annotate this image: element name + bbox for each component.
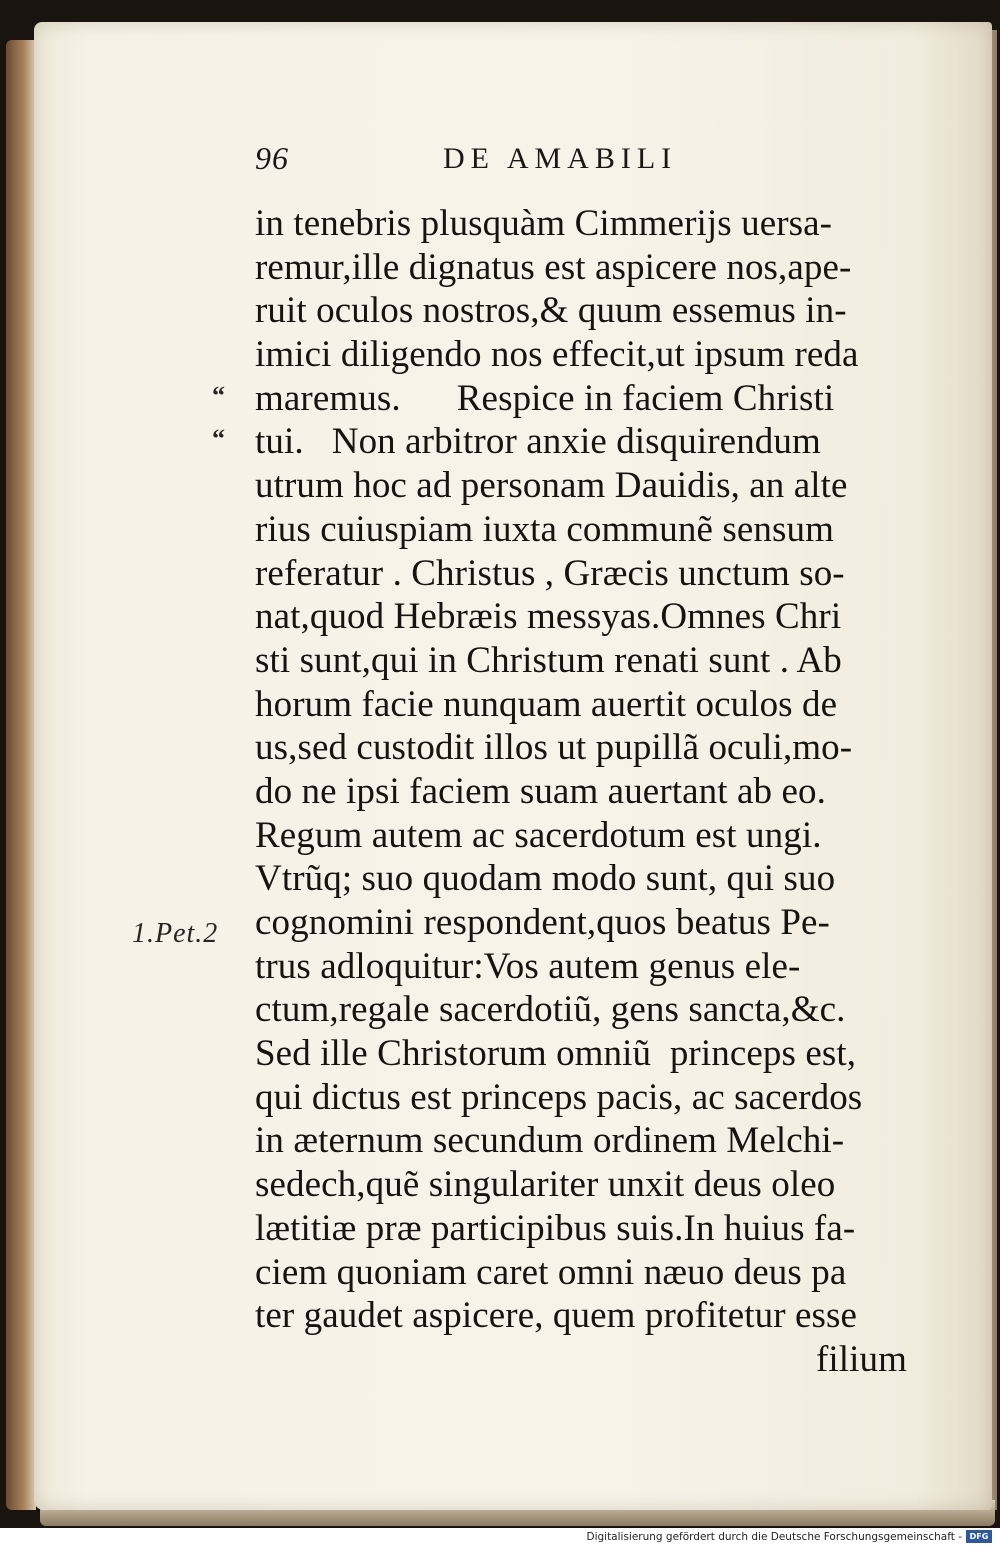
text-line: sedech,quẽ singulariter unxit deus oleo xyxy=(255,1164,836,1206)
text-line: sti sunt,qui in Christum renati sunt . Ab xyxy=(255,639,842,681)
text-line: horum facie nunquam auertit oculos de xyxy=(255,683,838,725)
text-line: us,sed custodit illos ut pupillã oculi,mo- xyxy=(255,727,853,769)
text-line: ciem quoniam caret omni næuo deus pa xyxy=(255,1251,847,1293)
running-title: DE AMABILI xyxy=(443,142,678,175)
text-line: ter gaudet aspicere, quem profitetur esse xyxy=(255,1295,858,1337)
text-line: maremus. Respice in faciem Christi xyxy=(255,377,835,419)
body-text xyxy=(255,202,915,1382)
text-line: trus adloquitur:Vos autem genus ele- xyxy=(255,945,801,987)
margin-quote-mark: “ xyxy=(212,381,225,410)
catchword: filium xyxy=(815,1338,907,1380)
margin-quote-mark: “ xyxy=(212,424,225,453)
book-spine-edge xyxy=(6,40,36,1510)
text-line: nat,quod Hebræis messyas.Omnes Chri xyxy=(255,596,842,638)
text-line: ctum,regale sacerdotiũ, gens sancta,&c. xyxy=(255,989,846,1031)
text-line: cognomini respondent,quos beatus Pe- xyxy=(255,902,830,943)
text-line: tui. Non arbitror anxie disquirendum xyxy=(255,421,821,463)
text-line: imici diligendo nos effecit,ut ipsum reda xyxy=(255,334,859,376)
text-line: Sed ille Christorum omniũ princeps est, xyxy=(255,1033,857,1075)
footer-credit: Digitalisierung gefördert durch die Deutsche Forschungsgemeinschaft - xyxy=(586,1531,962,1543)
text-line: lætitiæ præ participibus suis.In huius fa- xyxy=(255,1207,856,1249)
text-line: qui dictus est princeps pacis, ac sacerdos xyxy=(255,1076,863,1118)
text-line: remur,ille dignatus est aspicere nos,ape- xyxy=(255,246,852,288)
text-line: do ne ipsi faciem suam auertant ab eo. xyxy=(255,770,826,812)
text-line: in æternum secundum ordinem Melchi- xyxy=(255,1120,845,1162)
margin-reference-note: 1.Pet.2 xyxy=(132,918,219,949)
text-line: ruit oculos nostros,& quum essemus in- xyxy=(255,290,847,332)
text-line: Regum autem ac sacerdotum est ungi. xyxy=(255,814,822,856)
text-line: Vtrũq; suo quodam modo sunt, qui suo xyxy=(255,858,836,900)
text-line: in tenebris plusquàm Cimmerijs uersa- xyxy=(255,203,833,244)
dfg-logo-icon: DFG xyxy=(966,1530,992,1543)
page-header xyxy=(255,140,915,184)
text-line: referatur . Christus , Græcis unctum so- xyxy=(255,552,845,594)
text-line: utrum hoc ad personam Dauidis, an alte xyxy=(255,465,848,507)
page-number: 96 xyxy=(255,140,289,176)
text-line: rius cuiuspiam iuxta communẽ sensum xyxy=(255,508,834,550)
